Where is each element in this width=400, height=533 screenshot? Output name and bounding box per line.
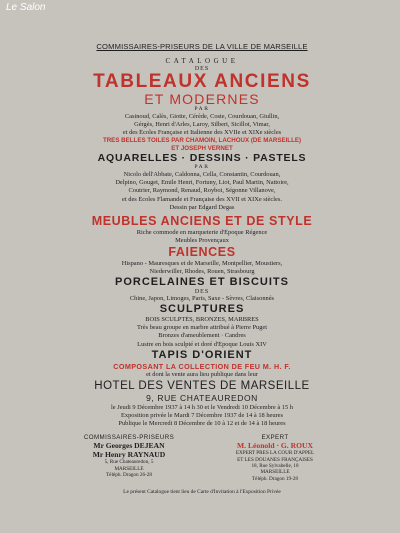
vente-note: et dont la vente aura lieu publique dans leur — [146, 370, 258, 378]
section-porcelaines: PORCELAINES ET BISCUITS — [115, 276, 289, 289]
contacts — [64, 434, 340, 482]
expert-block — [210, 434, 340, 482]
meubles-line-2: Meubles Provençaux — [175, 236, 229, 244]
section-tapis: TAPIS D'ORIENT — [151, 348, 253, 361]
dates-line-2: Exposition privée le Mardi 7 Décembre 1937 de 14 à 18 heures — [120, 411, 284, 419]
meubles-line-1: Riche commode en marqueterie d'Époque Régence — [136, 228, 268, 236]
expert-city: MARSEILLE — [260, 469, 290, 476]
artists-line-3: Coutrier, Raymond, Renaud, Royboi, Ségonne Villanove, — [128, 187, 276, 195]
auctioneer-address: 5, Rue Chateauredon, 5 — [104, 459, 154, 466]
hotel-address: 9, RUE CHATEAUREDON — [146, 392, 258, 403]
artists-line-4: et des Écoles Flamande et Française des XVII et XIXe siècles. — [122, 195, 282, 203]
corner-mark: Le Salon — [6, 2, 46, 13]
sculptures-line-1: BOIS SCULPTÉS, BRONZES, MARBRES — [145, 316, 259, 324]
section-meubles: MEUBLES ANCIENS ET DE STYLE — [91, 213, 313, 228]
porcelaines-line: Chine, Japon, Limoges, Paris, Saxe - Sèvres, Claisonnés — [129, 295, 275, 303]
artists-line-5: Dessin par Edgard Degas — [169, 203, 235, 211]
red-note-1: TRÈS BELLES TOILES PAR CHAMOIN, LACHOUX (DE MARSEILLE) — [102, 137, 302, 145]
section-faiences: FAIENCES — [168, 244, 236, 259]
expert-note-2: ET LES DOUANES FRANÇAISES — [237, 456, 313, 463]
porcelaines-des: DES — [194, 289, 210, 296]
auctioneers-caption: COMMISSAIRES-PRISEURS — [83, 433, 175, 441]
expert-address: 18, Rue Sylvabelle, 18 — [251, 462, 299, 469]
par-label-2: PAR — [194, 164, 210, 171]
expert-phone: Téléph. Dragon 19-28 — [252, 475, 298, 482]
section-sculptures: SCULPTURES — [159, 303, 245, 316]
des-label: DES — [194, 66, 210, 72]
painters-line-2: Gérgès, Henri d'Arles, Laroy, Silbert, Sicillot, Vimar, — [134, 121, 270, 129]
title-sub: ET MODERNES — [144, 92, 260, 106]
expert-caption: EXPERT — [261, 433, 289, 441]
expert-note-1: EXPERT PRES LA COUR D'APPEL — [235, 450, 315, 457]
par-label-1: PAR — [194, 106, 210, 112]
auctioneer-phone: Téléph. Dragon 26-28 — [106, 471, 152, 478]
auctioneer-city: MARSEILLE — [114, 465, 144, 472]
catalogue-cover — [64, 42, 340, 528]
title-main: TABLEAUX ANCIENS — [93, 72, 311, 92]
auctioneer-name-1: Mr Georges DEJEAN — [93, 441, 165, 451]
section-aquarelles: AQUARELLES · DESSINS · PASTELS — [97, 152, 307, 165]
collection-line: COMPOSANT LA COLLECTION DE FEU M. H. F. — [113, 361, 291, 371]
expert-name: M. Léonold · G. ROUX — [237, 441, 313, 451]
faiences-line-2: Niederwiller, Rhodes, Rouen, Strasbourg — [149, 268, 255, 276]
artists-line-1: Nicolo dell'Abbate, Caldonna, Cella, Constantin, Courdouan, — [123, 171, 281, 179]
faiences-line-1: Hispano - Mauresques et de Marseille, Montpellier, Moustiers, — [121, 259, 283, 267]
hotel-name: HOTEL DES VENTES DE MARSEILLE — [94, 379, 310, 392]
sculptures-line-2: Très beau groupe en marbre attribué à Pierre Puget — [136, 324, 268, 332]
header-auctioneers: COMMISSAIRES-PRISEURS DE LA VILLE DE MARSEILLE — [96, 42, 308, 51]
red-note-2: ET JOSEPH VERNET — [171, 144, 233, 152]
dates-line-3: Publique le Mercredi 8 Décembre de 10 à 12 et de 14 à 18 heures — [118, 419, 286, 427]
painters-line-3: et des Écoles Française et Italienne des XVIIe et XIXe siècles — [122, 129, 282, 137]
catalogue-label: CATALOGUE — [165, 57, 239, 65]
footnote: Le présent Catalogue tient lieu de Carte d'Invitation à l'Exposition Privée — [123, 489, 281, 496]
sculptures-line-4: Lustre en bois sculpté et doré d'Époque Louis XIV — [137, 340, 267, 348]
dates-line-1: le Jeudi 9 Décembre 1937 à 14 h 30 et le Vendredi 10 Décembre à 15 h — [111, 403, 293, 411]
auctioneers-block — [64, 434, 194, 482]
auctioneer-name-2: Mr Henry RAYNAUD — [92, 450, 166, 460]
painters-line-1: Casinoud, Calès, Giotte, Cérède, Coste, Courdouan, Giullin, — [124, 113, 280, 120]
artists-line-2: Delpino, Gouget, Emile Henri, Fortuny, Liot, Paul Martin, Nattoire, — [115, 179, 289, 187]
sculptures-line-3: Bronzes d'ameublement · Candres — [158, 332, 246, 340]
